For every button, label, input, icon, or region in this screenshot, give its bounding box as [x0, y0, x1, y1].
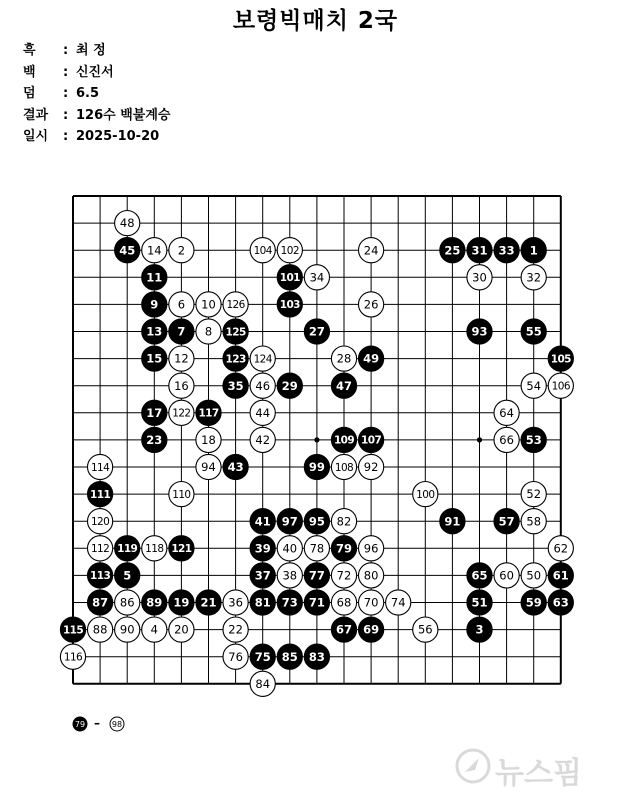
info-value-black-player: 최 정 — [76, 43, 106, 58]
move-number: 26 — [363, 297, 379, 312]
move-number: 75 — [254, 649, 271, 664]
move-number: 44 — [255, 405, 271, 420]
move-number: 19 — [173, 595, 190, 610]
move-number: 74 — [390, 595, 406, 610]
move-number: 17 — [146, 405, 163, 420]
move-number: 34 — [309, 270, 325, 285]
move-number: 20 — [174, 622, 189, 637]
move-number: 77 — [308, 568, 325, 583]
move-number: 83 — [308, 649, 325, 664]
move-number: 88 — [92, 622, 108, 637]
move-number: 97 — [281, 514, 298, 529]
move-number: 64 — [499, 405, 514, 420]
star-point — [477, 437, 482, 442]
move-number: 104 — [253, 244, 272, 257]
move-number: 65 — [471, 568, 488, 583]
move-number: 95 — [308, 514, 325, 529]
move-number: 63 — [552, 595, 569, 610]
move-number: 122 — [172, 407, 191, 420]
move-number: 18 — [201, 433, 216, 448]
watermark-text: 뉴스핌 — [495, 756, 582, 791]
move-number: 92 — [363, 460, 379, 475]
move-number: 15 — [146, 351, 163, 366]
move-number: 86 — [119, 595, 135, 610]
move-number: 31 — [471, 243, 488, 258]
move-number: 87 — [92, 595, 109, 610]
move-number: 32 — [526, 270, 542, 285]
move-number: 114 — [90, 461, 110, 474]
move-number: 109 — [333, 434, 355, 447]
move-number: 102 — [280, 244, 299, 257]
move-number: 46 — [255, 378, 271, 393]
move-number: 76 — [228, 649, 243, 664]
info-label: 흑 — [23, 43, 36, 58]
move-number: 91 — [444, 514, 461, 529]
move-number: 115 — [62, 624, 84, 637]
move-number: 23 — [146, 433, 163, 448]
move-number: 40 — [282, 541, 298, 556]
move-number: 101 — [279, 272, 300, 285]
move-number: 68 — [336, 595, 352, 610]
info-colon: : — [63, 129, 69, 144]
move-number: 105 — [550, 353, 571, 366]
info-value-komi: 6.5 — [76, 86, 100, 101]
move-number: 52 — [526, 487, 542, 502]
move-number: 96 — [363, 541, 379, 556]
move-number: 100 — [416, 488, 435, 501]
move-number: 5 — [123, 568, 132, 583]
info-label: 결과 — [23, 107, 49, 123]
info-label: 백 — [23, 64, 36, 80]
move-number: 57 — [498, 514, 515, 529]
move-number: 61 — [552, 568, 569, 583]
move-number: 111 — [90, 488, 111, 501]
move-number: 38 — [282, 568, 298, 583]
legend-white-number: 98 — [111, 720, 123, 729]
move-number: 41 — [254, 514, 271, 529]
move-number: 43 — [227, 460, 244, 475]
move-number: 112 — [90, 543, 110, 556]
move-number: 27 — [308, 324, 325, 339]
move-number: 48 — [119, 216, 135, 231]
move-number: 103 — [279, 299, 300, 312]
move-number: 8 — [204, 324, 213, 339]
legend — [72, 716, 212, 737]
move-number: 78 — [309, 541, 325, 556]
move-number: 16 — [174, 378, 189, 393]
move-number: 33 — [498, 243, 515, 258]
info-value-white-player: 신진서 — [76, 64, 114, 80]
move-number: 121 — [171, 543, 192, 556]
info-colon: : — [63, 107, 69, 123]
move-number: 9 — [150, 297, 159, 312]
move-number: 123 — [225, 353, 246, 366]
info-colon: : — [63, 64, 69, 80]
move-number: 53 — [525, 433, 542, 448]
move-number: 126 — [226, 299, 245, 312]
move-number: 55 — [525, 324, 542, 339]
move-number: 117 — [198, 407, 219, 420]
move-number: 4 — [150, 622, 158, 637]
move-number: 39 — [254, 541, 271, 556]
move-number: 13 — [146, 324, 163, 339]
move-number: 28 — [336, 351, 352, 366]
page-title: 보령빅매치 2국 — [232, 8, 399, 34]
move-number: 51 — [471, 595, 488, 610]
move-number: 30 — [472, 270, 487, 285]
move-number: 113 — [90, 570, 111, 583]
move-number: 45 — [119, 243, 136, 258]
info-colon: : — [63, 86, 69, 101]
move-number: 1 — [529, 243, 538, 258]
move-number: 2 — [177, 243, 186, 258]
move-number: 10 — [201, 297, 216, 312]
move-number: 42 — [255, 433, 271, 448]
move-number: 36 — [228, 595, 243, 610]
move-number: 49 — [363, 351, 380, 366]
move-number: 69 — [363, 622, 380, 637]
move-number: 71 — [308, 595, 325, 610]
move-number: 119 — [117, 543, 138, 556]
move-number: 89 — [146, 595, 163, 610]
move-number: 79 — [335, 541, 353, 556]
move-number: 60 — [499, 568, 514, 583]
legend-stones — [72, 716, 212, 734]
move-number: 54 — [526, 378, 542, 393]
move-number: 82 — [336, 514, 352, 529]
move-number: 25 — [444, 243, 461, 258]
move-number: 73 — [281, 595, 298, 610]
move-number: 7 — [177, 324, 186, 339]
move-number: 93 — [471, 324, 488, 339]
star-point — [314, 437, 319, 442]
move-number: 70 — [363, 595, 379, 610]
move-number: 124 — [253, 353, 272, 366]
move-number: 120 — [90, 515, 110, 528]
move-number: 67 — [335, 622, 353, 637]
move-number: 125 — [225, 326, 246, 339]
move-number: 6 — [177, 297, 186, 312]
move-number: 107 — [361, 434, 382, 447]
move-number: 110 — [172, 488, 191, 501]
info-label: 덤 — [23, 86, 36, 101]
legend-dash: – — [94, 716, 100, 730]
move-number: 94 — [201, 460, 216, 475]
move-number: 99 — [308, 460, 325, 475]
legend-black-number: 79 — [74, 720, 86, 729]
info-value-result: 126수 백불계승 — [76, 107, 171, 123]
move-number: 90 — [119, 622, 135, 637]
move-number: 108 — [334, 461, 354, 474]
move-number: 116 — [63, 651, 83, 664]
move-number: 14 — [146, 243, 162, 258]
move-number: 56 — [417, 622, 433, 637]
move-number: 84 — [255, 676, 271, 691]
move-number: 58 — [526, 514, 542, 529]
move-number: 22 — [228, 622, 243, 637]
move-number: 66 — [499, 433, 514, 448]
info-colon: : — [63, 43, 69, 58]
move-number: 11 — [146, 270, 163, 285]
move-number: 81 — [254, 595, 271, 610]
move-number: 35 — [227, 378, 244, 393]
watermark — [455, 748, 582, 791]
move-number: 72 — [336, 568, 352, 583]
move-number: 50 — [526, 568, 542, 583]
move-number: 29 — [281, 378, 298, 393]
move-number: 62 — [553, 541, 569, 556]
info-value-date: 2025-10-20 — [76, 129, 160, 144]
move-number: 59 — [525, 595, 542, 610]
move-number: 37 — [254, 568, 271, 583]
move-number: 118 — [145, 543, 164, 556]
move-number: 3 — [475, 622, 484, 637]
move-number: 24 — [363, 243, 379, 258]
watermark-logo-icon — [455, 748, 491, 784]
info-label: 일시 — [23, 129, 49, 144]
move-number: 12 — [174, 351, 189, 366]
move-number: 21 — [200, 595, 217, 610]
move-number: 85 — [281, 649, 298, 664]
move-number: 80 — [363, 568, 379, 583]
move-number: 47 — [335, 378, 353, 393]
move-number: 106 — [551, 380, 570, 393]
